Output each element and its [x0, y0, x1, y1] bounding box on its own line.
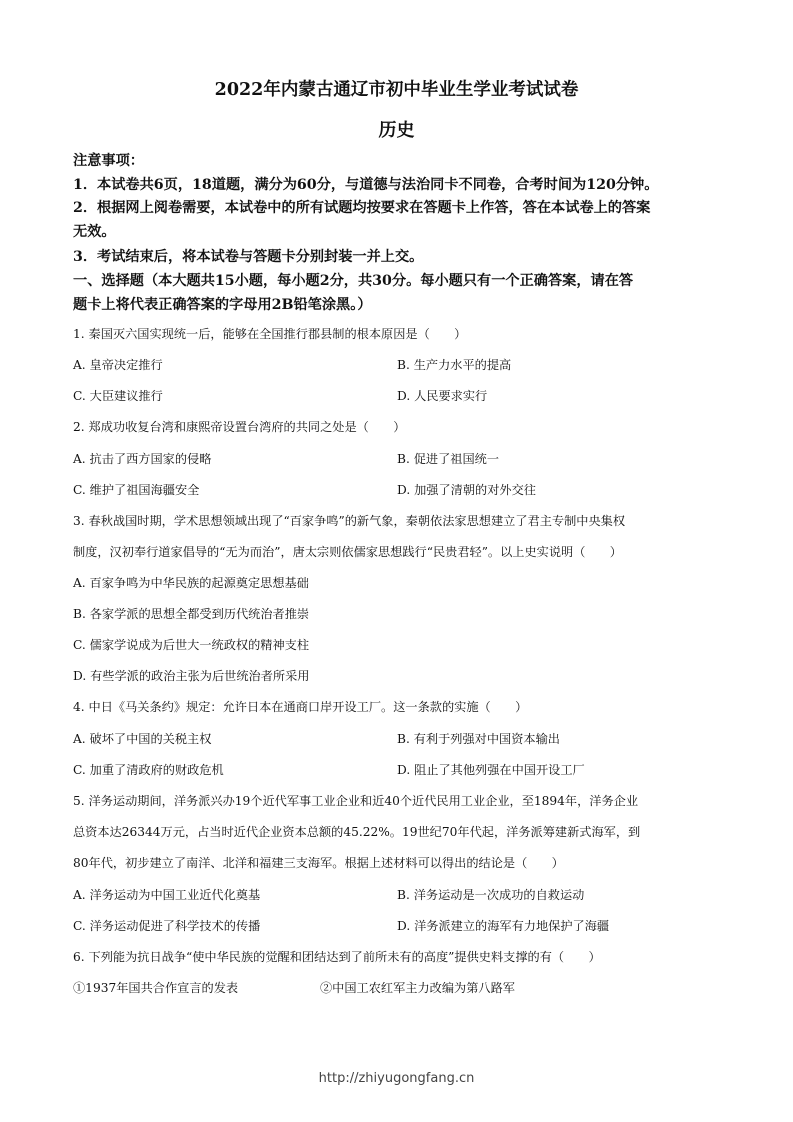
section1-heading-cont: 题卡上将代表正确答案的字母用2B铅笔涂黑。）: [73, 297, 372, 313]
question-5-option-c[interactable]: C. 洋务运动促进了科学技术的传播: [73, 919, 261, 933]
note-item-2-cont: 无效。: [73, 224, 116, 240]
exam-title: 2022年内蒙古通辽市初中毕业生学业考试试卷: [214, 80, 579, 100]
notes-heading: 注意事项：: [73, 153, 144, 169]
question-4-option-a[interactable]: A. 破坏了中国的关税主权: [73, 732, 212, 746]
question-2-option-d[interactable]: D. 加强了清朝的对外交往: [397, 483, 536, 497]
question-1-option-c[interactable]: C. 大臣建议推行: [73, 389, 163, 403]
question-2-stem: 2. 郑成功收复台湾和康熙帝设置台湾府的共同之处是（ ）: [73, 420, 406, 434]
question-2-option-c[interactable]: C. 维护了祖国海疆安全: [73, 483, 200, 497]
question-2-option-b[interactable]: B. 促进了祖国统一: [397, 452, 500, 466]
footer-url[interactable]: http://zhiyugongfang.cn: [318, 1071, 475, 1086]
question-5-option-d[interactable]: D. 洋务派建立的海军有力地保护了海疆: [397, 919, 610, 933]
question-1-option-d[interactable]: D. 人民要求实行: [397, 389, 488, 403]
question-5-option-b[interactable]: B. 洋务运动是一次成功的自救运动: [397, 888, 585, 902]
question-4-option-c[interactable]: C. 加重了清政府的财政危机: [73, 763, 224, 777]
question-4-option-d[interactable]: D. 阻止了其他列强在中国开设工厂: [397, 763, 585, 777]
question-3-option-c[interactable]: C. 儒家学说成为后世大一统政权的精神支柱: [73, 638, 310, 652]
question-5-option-a[interactable]: A. 洋务运动为中国工业近代化奠基: [73, 888, 261, 902]
question-1-option-b[interactable]: B. 生产力水平的提高: [397, 358, 512, 372]
note-item-2: 2．根据网上阅卷需要，本试卷中的所有试题均按要求在答题卡上作答，答在本试卷上的答案: [73, 200, 651, 216]
question-3-option-d[interactable]: D. 有些学派的政治主张为后世统治者所采用: [73, 669, 310, 683]
note-item-1: 1．本试卷共6页，18道题，满分为60分，与道德与法治同卡不同卷，合考时间为120分钟。: [73, 177, 659, 193]
question-6-item-1: ①1937年国共合作宣言的发表: [73, 981, 239, 995]
question-3-stem-line-2: 制度，汉初奉行道家倡导的“无为而治”，唐太宗则依儒家思想践行“民贵君轻”。以上史实说明（ ）: [73, 545, 622, 559]
question-2-option-a[interactable]: A. 抗击了西方国家的侵略: [73, 452, 212, 466]
question-5-stem-line-1: 5. 洋务运动期间，洋务派兴办19个近代军事工业企业和近40个近代民用工业企业，至1894年，洋务企业: [73, 794, 639, 808]
question-6-item-2: ②中国工农红军主力改编为第八路军: [320, 981, 515, 995]
question-3-stem-line-1: 3. 春秋战国时期，学术思想领域出现了“百家争鸣”的新气象，秦朝依法家思想建立了君主专制中央集权: [73, 514, 626, 528]
section1-heading: 一、选择题（本大题共15小题，每小题2分，共30分。每小题只有一个正确答案，请在答: [73, 273, 634, 289]
question-1-stem: 1. 秦国灭六国实现统一后，能够在全国推行郡县制的根本原因是（ ）: [73, 327, 467, 341]
subject-title: 历史: [378, 120, 415, 141]
question-3-option-b[interactable]: B. 各家学派的思想全都受到历代统治者推崇: [73, 607, 310, 621]
question-1-option-a[interactable]: A. 皇帝决定推行: [73, 358, 163, 372]
question-3-option-a[interactable]: A. 百家争鸣为中华民族的起源奠定思想基础: [73, 576, 309, 590]
question-5-stem-line-2: 总资本达26344万元，占当时近代企业资本总额的45.22%。19世纪70年代起，洋务派筹建新式海军，到: [73, 825, 641, 839]
note-item-3: 3．考试结束后，将本试卷与答题卡分别封装一并上交。: [73, 249, 424, 265]
question-5-stem-line-3: 80年代，初步建立了南洋、北洋和福建三支海军。根据上述材料可以得出的结论是（ ）: [73, 856, 564, 870]
question-6-stem: 6. 下列能为抗日战争“使中华民族的觉醒和团结达到了前所未有的高度”提供史料支撑的有（ ）: [73, 950, 601, 964]
question-4-option-b[interactable]: B. 有利于列强对中国资本输出: [397, 732, 560, 746]
question-4-stem: 4. 中日《马关条约》规定：允许日本在通商口岸开设工厂。这一条款的实施（ ）: [73, 700, 528, 714]
